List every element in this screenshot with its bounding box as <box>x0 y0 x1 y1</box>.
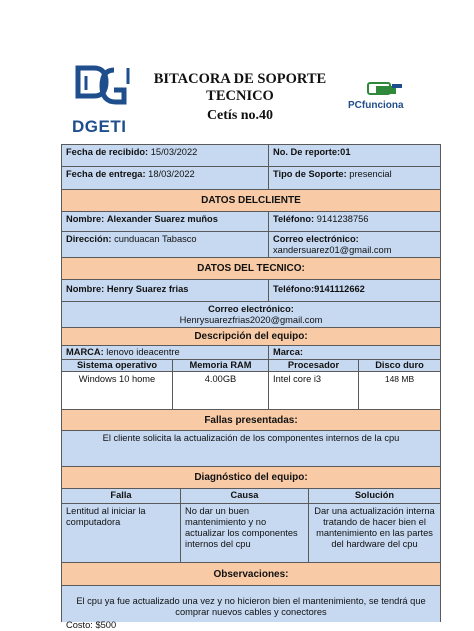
pcfunciona-logo <box>348 82 438 112</box>
fecha-recibido-cell <box>62 145 268 166</box>
tecnico-correo-value: Henrysuarezfrias2020@gmail.com <box>179 314 323 325</box>
observaciones-text: El cpu ya fue actualizado una vez y no hicieron bien el mantenimiento, se tendrá que comprar nuevos cables y conectores <box>76 596 426 617</box>
val-procesador: Intel core i3 <box>268 372 358 409</box>
col-procesador: Procesador <box>268 360 358 371</box>
col-falla: Falla <box>62 489 180 503</box>
cliente-telefono-label: Teléfono: <box>273 214 315 224</box>
val-memoria-ram: 4.00GB <box>172 372 268 409</box>
observaciones-cell <box>62 586 440 630</box>
diagnostico-header: Diagnóstico del equipo: <box>62 467 440 488</box>
costo-line <box>66 620 436 631</box>
tecnico-nombre-value: Henry Suarez frias <box>106 284 189 294</box>
cliente-nombre-value: Alexander Suarez muños <box>106 214 218 224</box>
causa-text: No dar un buen mantenimiento y no actualizar los componentes internos del cpu <box>180 504 308 562</box>
row-observaciones-text <box>61 586 441 630</box>
fecha-recibido-label: Fecha de recibido: <box>66 147 149 157</box>
form-title-line1: BITACORA DE SOPORTE <box>153 71 327 87</box>
observaciones-header: Observaciones: <box>62 563 440 585</box>
fallas-text: El cliente solicita la actualización de los componentes internos de la cpu <box>62 431 440 466</box>
cliente-correo-cell <box>268 232 440 257</box>
pcfunciona-logo-text: PCfunciona <box>348 100 404 111</box>
col-solucion: Solución <box>308 489 440 503</box>
marca-cell <box>62 346 268 359</box>
val-sistema-operativo: Windows 10 home <box>62 372 172 409</box>
fecha-recibido-value: 15/03/2022 <box>150 147 198 157</box>
tecnico-correo-cell <box>62 302 440 327</box>
no-reporte-label: No. De reporte: <box>273 147 341 157</box>
col-sistema-operativo: Sistema operativo <box>62 360 172 371</box>
row-observaciones-header <box>61 563 441 586</box>
col-memoria-ram: Memoria RAM <box>172 360 268 371</box>
marca2-cell <box>268 346 440 359</box>
row-fallas-header <box>61 410 441 431</box>
fecha-entrega-label: Fecha de entrega: <box>66 169 146 179</box>
row-tecnico-nombre <box>61 280 441 302</box>
cliente-telefono-cell <box>268 212 440 231</box>
fecha-entrega-cell <box>62 167 268 189</box>
form-subtitle: Cetís no.40 <box>206 108 274 123</box>
row-spec-headers <box>61 360 441 372</box>
dgeti-logo-text: DGETI <box>72 117 127 136</box>
row-diag-cols <box>61 489 441 504</box>
val-disco-duro: 148 MB <box>358 372 440 409</box>
row-marca <box>61 346 441 360</box>
tecnico-telefono-value: 9141112662 <box>314 284 365 294</box>
no-reporte-value: 01 <box>340 147 351 157</box>
tecnico-telefono-label: Teléfono: <box>273 284 315 294</box>
no-reporte-cell <box>268 145 440 166</box>
row-diagnostico-header <box>61 467 441 489</box>
tipo-soporte-value: presencial <box>349 169 392 179</box>
cliente-telefono-value: 9141238756 <box>316 214 369 224</box>
tecnico-correo-label: Correo electrónico: <box>208 304 294 314</box>
cliente-correo-label: Correo electrónico: <box>273 234 359 244</box>
row-diag-values <box>61 504 441 563</box>
datos-cliente-header: DATOS DELCLIENTE <box>62 190 440 211</box>
form-title-line2: TECNICO <box>206 88 274 104</box>
row-fechas-recibido <box>61 144 441 167</box>
cliente-direccion-value: cunduacan Tabasco <box>114 234 197 244</box>
pcfunciona-emblem-icon <box>366 82 406 96</box>
descripcion-header: Descripción del equipo: <box>62 328 440 345</box>
marca2-label: Marca: <box>273 347 303 357</box>
solucion-text: Dar una actualización interna tratando de hacer bien el mantenimiento en las partes del hardware del cpu <box>308 504 440 562</box>
col-disco-duro: Disco duro <box>358 360 440 371</box>
cliente-nombre-cell <box>62 212 268 231</box>
row-cliente-direccion <box>61 232 441 258</box>
costo-value: $500 <box>95 620 117 630</box>
tecnico-telefono-cell <box>268 280 440 301</box>
cliente-direccion-label: Dirección: <box>66 234 112 244</box>
tipo-soporte-cell <box>268 167 440 189</box>
row-spec-values <box>61 372 441 410</box>
tecnico-nombre-label: Nombre: <box>66 284 105 294</box>
cliente-direccion-cell <box>62 232 268 257</box>
marca-label: MARCA: <box>66 347 104 357</box>
row-tecnico-correo <box>61 302 441 328</box>
fecha-entrega-value: 18/03/2022 <box>148 169 195 179</box>
report-form <box>61 144 441 630</box>
dgeti-logo <box>72 64 134 134</box>
row-datos-tecnico-header <box>61 258 441 280</box>
row-datos-cliente-header <box>61 190 441 212</box>
row-fechas-entrega <box>61 167 441 190</box>
row-descripcion-header <box>61 328 441 346</box>
fallas-header: Fallas presentadas: <box>62 410 440 430</box>
marca-value: lenovo ideacentre <box>106 347 180 357</box>
cliente-nombre-label: Nombre: <box>66 214 105 224</box>
tecnico-nombre-cell <box>62 280 268 301</box>
row-cliente-nombre <box>61 212 441 232</box>
tipo-soporte-label: Tipo de Soporte: <box>273 169 347 179</box>
col-causa: Causa <box>180 489 308 503</box>
datos-tecnico-header: DATOS DEL TECNICO: <box>62 258 440 279</box>
cliente-correo-value: xandersuarez01@gmail.com <box>273 244 392 255</box>
falla-text: Lentitud al iniciar la computadora <box>62 504 180 562</box>
costo-label: Costo: <box>66 620 93 630</box>
dgeti-emblem-icon <box>72 64 134 110</box>
row-fallas-text <box>61 431 441 467</box>
